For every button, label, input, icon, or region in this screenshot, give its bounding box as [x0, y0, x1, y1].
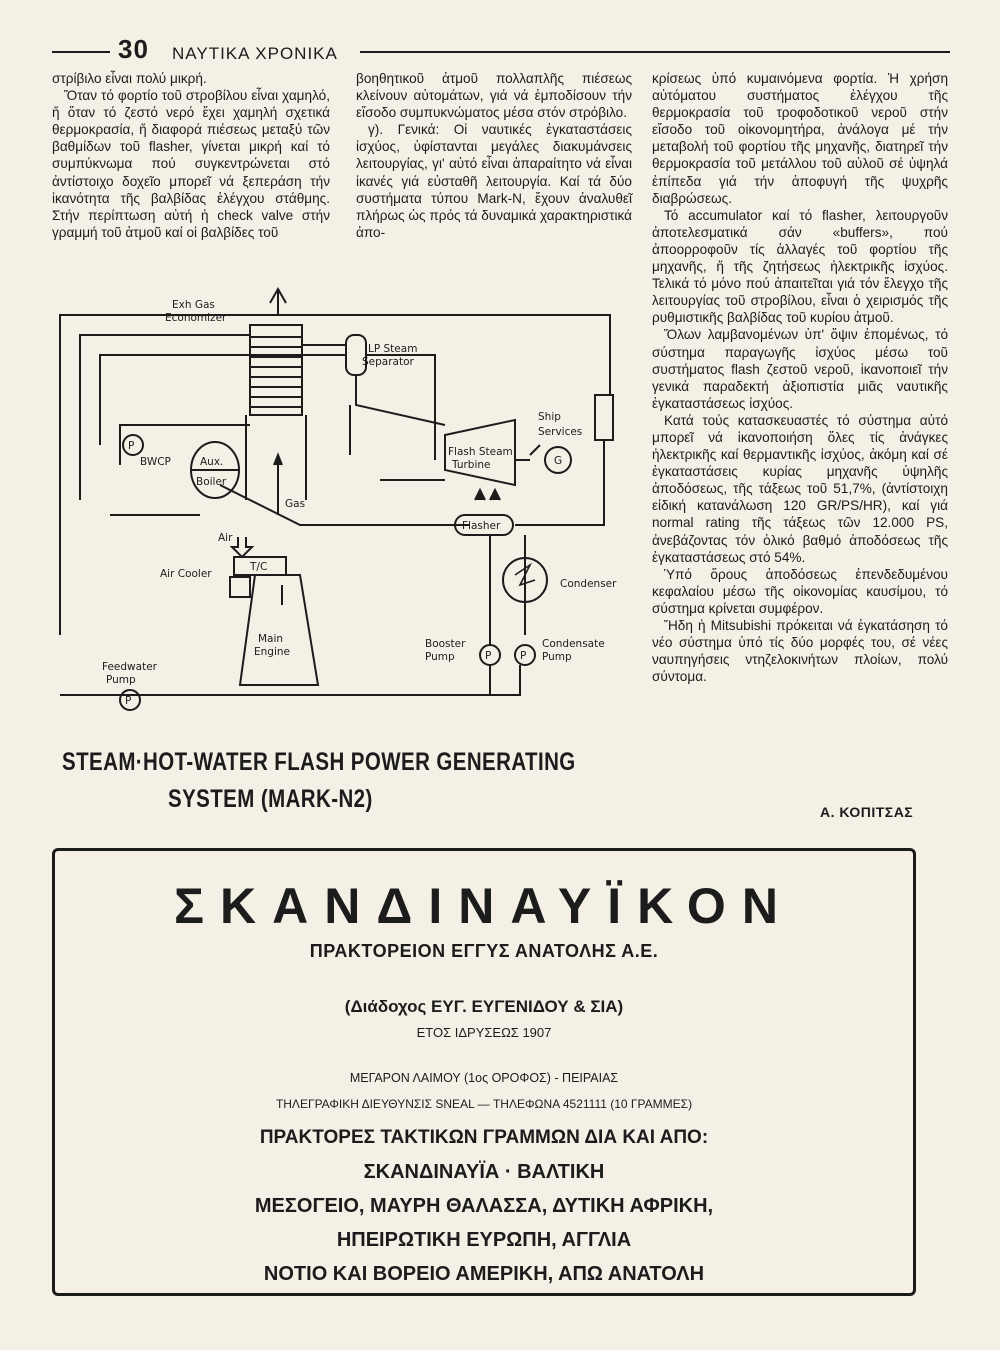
- article-column-3: [652, 70, 948, 685]
- label-services: Services: [538, 426, 583, 438]
- paragraph: Ὅλων λαμβανομένων ὑπ' ὄψιν ἐπομένως, τό σύστημα παραγωγῆς ἰσχύος μέσω τοῦ συστήματος flash ζεστοῦ νεροῦ, ἱκανοποιεῖ τήν γενικά παραδεκτή ἀξιοπιστία μιᾶς ναυτικῆς ἐγκαταστάσεως ἰσχύος.: [652, 327, 948, 411]
- magazine-title: ΝΑΥΤΙΚΑ ΧΡΟΝΙΚΑ: [172, 44, 338, 63]
- label-boiler: Boiler: [196, 476, 227, 488]
- pump-symbol-condensate: P: [520, 650, 527, 662]
- paragraph: Ἤδη ἡ Mitsubishi πρόκειται νά ἐγκατάσηση τό νέο σύστημα ὑπό τίς δύο μορφές του, σέ νέες ναυπηγήσεις ντηζελοκινήτων πλοίων, πολύ σύντομα.: [652, 618, 948, 685]
- diagram-caption-line1: STEAM·HOT-WATER FLASH POWER GENERATING: [62, 748, 576, 776]
- label-gas: Gas: [285, 498, 306, 510]
- label-turbine: Turbine: [452, 459, 491, 471]
- exhaust-arrow-icon: [270, 289, 286, 315]
- pump-symbol-bwcp: P: [128, 440, 135, 452]
- air-inlet-arrow-icon: [232, 537, 252, 557]
- paragraph: Κατά τούς κατασκευαστές τό σύστημα αὐτό μπορεῖ νά ἱκανοποιήση ὅλες τίς ἀνάγκες ἠλεκτρικῆς καί θερμαντικῆς ἰσχύος, ἀκόμη καί σέ ἐγκαταστάσεις κυρίας μηχανῆς ὑψηλῆς ἀποδόσεως, τῆς τάξεως τοῦ 51,7%, (ἀντίστοιχη εἰδική κατανάλωση 120 GR/PS/HR), καί γιά normal rating τῆς τάξεως τῶν 12.000 PS, ἀνεβάζοντας τόν ὁλικό βαθμό ἀποδόσεως τῆς ἐγκαταστάσεως στό 54%.: [652, 412, 948, 565]
- label-main: Main: [258, 633, 284, 645]
- label-ship: Ship: [538, 411, 561, 423]
- paragraph: Τό accumulator καί τό flasher, λειτουργοῦν ἀποτελεσματικά σάν «buffers», πού ἀποορροφοῦν τίς ἀλλαγές τοῦ φορτίου τῆς μηχανῆς, ἤ τῆς ζητήσεως ἠλεκτρικῆς ἰσχύος. Τελικά τό μόνο πού ἀπαιτεῖται γιά τόν ἔλεγχο τῆς λειτουργίας τοῦ στροβίλου, εἶναι ὁ χειρισμός τῆς ρυθμιστικῆς βαλβίδας τοῦ κυρίου ἀτμοῦ.: [652, 207, 948, 326]
- label-air: Air: [218, 532, 233, 544]
- label-tc: T/C: [250, 561, 268, 573]
- label-booster: Booster: [425, 638, 466, 650]
- diagram-caption-line2: SYSTEM (MARK-N2): [168, 785, 373, 813]
- lp-separator-vessel: [346, 335, 366, 375]
- label-economizer: Economizer: [165, 312, 227, 324]
- label-air-cooler: Air Cooler: [160, 568, 212, 580]
- label-flasher: Flasher: [462, 520, 501, 532]
- pump-symbol-feedwater: P: [125, 695, 132, 707]
- article-column-2: [356, 70, 632, 241]
- ad-founded: ΕΤΟΣ ΙΔΡΥΣΕΩΣ 1907: [416, 1025, 552, 1040]
- label-generator: G: [554, 455, 563, 467]
- page-number: 30: [118, 34, 149, 64]
- ad-destination: ΝΟΤΙΟ ΚΑΙ ΒΟΡΕΙΟ ΑΜΕΡΙΚΗ, ΑΠΩ ΑΝΑΤΟΛΗ: [263, 1263, 705, 1285]
- ad-destination: ΗΠΕΙΡΩΤΙΚΗ ΕΥΡΩΠΗ, ΑΓΓΛΙΑ: [336, 1229, 632, 1251]
- economizer: [246, 325, 306, 500]
- label-condensate: Condensate: [542, 638, 605, 650]
- ad-address: ΜΕΓΑΡΟΝ ΛΑΙΜΟΥ (1ος ΟΡΟΦΟΣ) - ΠΕΙΡΑΙΑΣ: [349, 1071, 619, 1085]
- label-flash-steam: Flash Steam: [448, 446, 513, 458]
- paragraph: Ὑπό ὅρους ἀποδόσεως ἐπενδεδυμένου κεφαλαίου μέσω τῆς οἰκονομίας καυσίμου, τό σύστημα κρίνεται συμφέρον.: [652, 566, 948, 616]
- pump-symbol-booster: P: [485, 650, 492, 662]
- paragraph: στρίβιλο εἶναι πολύ μικρή.: [52, 71, 207, 86]
- paragraph: κρίσεως ὑπό κυμαινόμενα φορτία. Ἡ χρήση αὐτόματου συστήματος ἐλέγχου τῆς θερμοκρασία τοῦ τροφοδοτικοῦ νεροῦ στήν εἴσοδο τοῦ οἰκονομητήρα, ἀνάλογα μέ τήν μεταβολή τοῦ φορτίου τῆς μηχανῆς, διατηρεῖ τήν θερμοκρασία τοῦ μετάλλου τοῦ αὐλοῦ σέ ὑψηλά ἐπίπεδα γιά τήν ἀποφυγή τῆς ψυχρῆς διαβρώσεως.: [652, 71, 948, 206]
- paragraph: γ). Γενικά: Οἱ ναυτικές ἐγκαταστάσεις ἰσχύος, ὑφίστανται μεγάλες διακυμάνσεις λειτουργίας, γι' αὐτό εἶναι ἀπαραίτητο νά εἶναι ἱκανές γιά εὐσταθῆ λειτουργία. Καί τά δύο συστήματα τύπου Mark-N, ἔχουν ἀναλυθεῖ πλήρως ὡς πρός τά δυναμικά χαρακτηριστικά ἀπο-: [356, 122, 632, 240]
- label-engine: Engine: [254, 646, 290, 658]
- label-lp-steam: LP Steam: [368, 343, 418, 355]
- power-system-diagram: [50, 285, 640, 725]
- article-column-1: [52, 70, 330, 241]
- ad-telegraph: ΤΗΛΕΓΡΑΦΙΚΗ ΔΙΕΥΘΥΝΣΙΣ SNEAL — ΤΗΛΕΦΩΝΑ 4521111 (10 ΓΡΑΜΜΕΣ): [275, 1097, 693, 1111]
- ad-destination: ΣΚΑΝΔΙΝΑΥΪΑ · ΒΑΛΤΙΚΗ: [363, 1161, 605, 1183]
- advertisement-box: [52, 848, 916, 1296]
- ad-destination: ΜΕΣΟΓΕΙΟ, ΜΑΥΡΗ ΘΑΛΑΣΣΑ, ΔΥΤΙΚΗ ΑΦΡΙΚΗ,: [254, 1195, 714, 1217]
- label-separator: Separator: [362, 356, 414, 368]
- ad-subtitle: ΠΡΑΚΤΟΡΕΙΟΝ ΕΓΓΥΣ ΑΝΑΤΟΛΗΣ Α.Ε.: [309, 941, 659, 961]
- label-bwcp: BWCP: [140, 456, 171, 468]
- header-rule-right: [360, 51, 950, 53]
- label-condenser: Condenser: [560, 578, 617, 590]
- piping: [60, 315, 610, 695]
- paragraph: Ὅταν τό φορτίο τοῦ στροβίλου εἶναι χαμηλό, ἤ ὅταν τό ζεστό νερό ἔχει χαμηλή σχετικά θερμοκρασία, ἤ διαφορά πιέσεως μεταξύ τῶν βαθμίδων τοῦ flasher, γίνεται μικρή καί τό συμπύκνωμα πού συγκεντρώνεται στό ἀντίστοιχο δοχεῖο μπορεῖ νά ξεπεράση τήν ἱκανότητα τῆς βαλβίδας ἐλέγχου στάθμης. Στήν περίπτωση αὐτή ἡ check valve στήν γραμμή τοῦ ἀτμοῦ καί οἱ βαλβίδες τοῦ: [52, 88, 330, 240]
- label-booster-pump: Pump: [425, 651, 455, 663]
- air-cooler: [230, 577, 250, 597]
- label-exh-gas: Exh Gas: [172, 299, 215, 311]
- label-feedwater: Feedwater: [102, 661, 157, 673]
- main-engine: [240, 575, 318, 685]
- ad-successor: (Διάδοχος ΕΥΓ. ΕΥΓΕΝΙΔΟΥ & ΣΙΑ): [344, 997, 624, 1016]
- ship-services-heater: [595, 395, 613, 440]
- ad-company-name: ΣΚΑΝΔΙΝΑΥΪΚΟΝ: [174, 878, 794, 934]
- author-signature: Α. ΚΟΠΙΤΣΑΣ: [820, 804, 914, 820]
- label-feedwater-pump: Pump: [106, 674, 136, 686]
- ad-agents-heading: ΠΡΑΚΤΟΡΕΣ ΤΑΚΤΙΚΩΝ ΓΡΑΜΜΩΝ ΔΙΑ ΚΑΙ ΑΠΟ:: [259, 1127, 709, 1148]
- header-rule-left: [52, 51, 110, 53]
- label-aux: Aux.: [200, 456, 224, 468]
- paragraph: βοηθητικοῦ ἀτμοῦ πολλαπλῆς πιέσεως κλείνουν αὐτομάτων, γιά νά ἐμποδίσουν τήν εἴσοδο συμπυκνώματος μέσα στόν στρόβιλο.: [356, 71, 632, 121]
- label-condensate-pump: Pump: [542, 651, 572, 663]
